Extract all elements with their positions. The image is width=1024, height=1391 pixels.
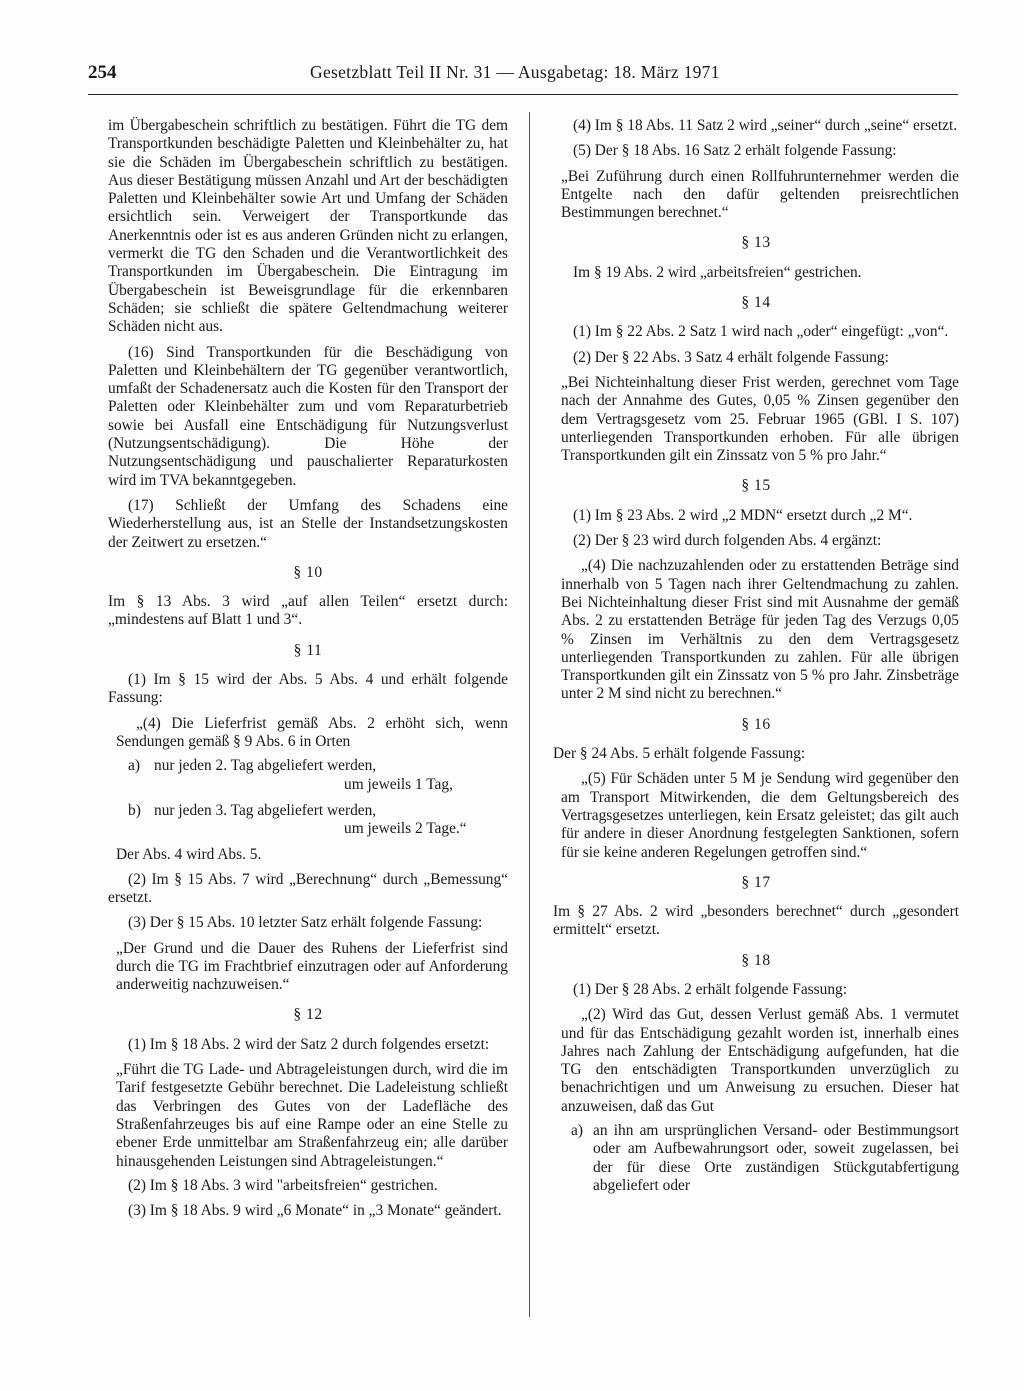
list-item bbox=[128, 802, 508, 839]
quoted-block bbox=[561, 557, 959, 703]
list-item-text bbox=[154, 757, 508, 794]
quoted-block bbox=[561, 374, 959, 465]
paragraph: (1) Im § 15 wird der Abs. 5 Abs. 4 und erhält folgende Fassung: bbox=[108, 671, 508, 707]
quoted-block bbox=[561, 168, 959, 223]
list-item-label: b) bbox=[128, 801, 141, 819]
list-item-label: a) bbox=[571, 1122, 583, 1140]
quoted-block bbox=[561, 770, 959, 861]
section-heading: § 14 bbox=[741, 294, 771, 312]
paragraph: (16) Sind Transportkunden für die Beschädigung von Paletten und Kleinbehältern der TG gegenüber verantwortlich, umfaßt der Schadenersatz auch die Kosten für den Transport der Paletten oder Kleinbehälter zum und vom Reparaturbetrieb sowie bei Ausfall eine Entschädigung für Nutzungsverlust (Nutzungsentschädigung). Die Höhe der Nutzungsentschädigung und pauschalierter Reparaturkosten wird im TVA bekanntgegeben. bbox=[108, 343, 508, 489]
list-item-line: um jeweils 2 Tage.“ bbox=[344, 820, 467, 838]
running-head: Gesetzblatt Teil II Nr. 31 — Ausgabetag: 18. März 1971 bbox=[310, 62, 720, 82]
list-item-line: nur jeden 2. Tag abgeliefert werden, bbox=[154, 757, 377, 775]
header-rule bbox=[88, 94, 958, 95]
paragraph: „Führt die TG Lade- und Abtrageleistungen durch, wird die im Tarif festgesetzte Gebühr berechnet. Die Ladeleistung schließt das Verbringen des Gutes von der Ladefläche des Straßenfahrzeuges bis auf eine Rampe oder an eine Stelle zu ebener Erde unmittelbar am Straßenfahrzeug ein; alle darüber hinausgehenden Leistungen sind Abtrageleistungen.“ bbox=[116, 1061, 508, 1170]
paragraph: „(4) Die nachzuzahlenden oder zu erstattenden Beträge sind innerhalb von 5 Tagen nach ihrer Geltendmachung zu zahlen. Bei Nichteinhaltung dieser Frist sind mit Ausnahme der gemäß Abs. 2 zu erstattenden Beträge für jeden Tag des Verzugs 0,05 % Zinsen im Verhältnis zu den dem Vertragsgesetz unterliegenden Transportkunden zu zahlen. Für alle übrigen Transportkunden gilt ein Zinssatz von 5 % pro Jahr. Zinsbeträge unter 2 M sind nicht zu berechnen.“ bbox=[561, 557, 959, 703]
paragraph: „Bei Nichteinhaltung dieser Frist werden, gerechnet vom Tage nach der Annahme des Gutes, 0,05 % Zinsen gegenüber den dem Vertragsgesetz vom 25. Februar 1965 (GBl. I S. 107) unterliegenden Transportkunden erhoben. Für alle übrigen Transportkunden gilt ein Zinssatz von 5 % pro Jahr.“ bbox=[561, 373, 959, 465]
paragraph: (1) Im § 23 Abs. 2 wird „2 MDN“ ersetzt durch „2 M“. bbox=[573, 506, 913, 524]
paragraph: „(4) Die Lieferfrist gemäß Abs. 2 erhöht sich, wenn Sendungen gemäß § 9 Abs. 6 in Orten bbox=[116, 714, 508, 750]
paragraph: (17) Schließt der Umfang des Schadens eine Wiederherstellung aus, ist an Stelle der Instandsetzungskosten der Zeitwert zu ersetzen.“ bbox=[108, 496, 508, 551]
paragraph: (4) Im § 18 Abs. 11 Satz 2 wird „seiner“ durch „seine“ ersetzt. bbox=[573, 117, 958, 134]
list-item-text bbox=[154, 802, 508, 839]
left-column bbox=[108, 115, 508, 1227]
list-item-label: a) bbox=[128, 757, 140, 775]
paragraph: Im § 27 Abs. 2 wird „besonders berechnet“ durch „gesondert ermittelt“ ersetzt. bbox=[553, 903, 959, 939]
list-item-line: nur jeden 3. Tag abgeliefert werden, bbox=[154, 801, 377, 819]
section-heading: § 15 bbox=[741, 477, 771, 495]
list-item-line: um jeweils 1 Tag, bbox=[344, 775, 453, 793]
paragraph: (3) Im § 18 Abs. 9 wird „6 Monate“ in „3 Monate“ geändert. bbox=[128, 1202, 502, 1220]
paragraph: (3) Der § 15 Abs. 10 letzter Satz erhält folgende Fassung: bbox=[128, 914, 483, 932]
paragraph: (2) Im § 18 Abs. 3 wird "arbeitsfreien“ gestrichen. bbox=[128, 1176, 438, 1194]
page-number: 254 bbox=[88, 62, 117, 83]
paragraph: (2) Im § 15 Abs. 7 wird „Berechnung“ durch „Bemessung“ ersetzt. bbox=[108, 870, 508, 906]
paragraph: (2) Der § 23 wird durch folgenden Abs. 4 ergänzt: bbox=[573, 532, 882, 550]
paragraph: im Übergabeschein schriftlich zu bestätigen. Führt die TG dem Transportkunden beschädigte Paletten und Kleinbehälter zu, hat sie die Schäden im Übergabeschein schriftlich zu bestätigen. Aus dieser Bestätigung müssen Anzahl und Art der beschädigten Paletten und Kleinbehälter sowie Art und Umfang der Schäden ersichtlich sein. Verweigert der Transportkunde das Anerkenntnis oder ist es aus anderen Gründen nicht zu erlangen, vermerkt die TG den Schaden und die Verantwortlichkeit des Transportkunden im Übergabeschein. Die Eintragung im Übergabeschein ist Beweisgrundlage für die erkennbaren Schäden; sie schließt die spätere Geltendmachung weiterer Schäden nicht aus. bbox=[108, 117, 508, 336]
paragraph: „Bei Zuführung durch einen Rollfuhrunternehmer werden die Entgelte nach den dafür geltenden preisrechtlichen Bestimmungen berechnet.“ bbox=[561, 167, 959, 222]
section-heading: § 13 bbox=[741, 234, 771, 252]
section-heading: § 16 bbox=[741, 715, 771, 733]
paragraph: Der § 24 Abs. 5 erhält folgende Fassung: bbox=[553, 745, 806, 763]
list-item-text: an ihn am ursprünglichen Versand- oder Bestimmungsort oder am Aufbewahrungsort oder, soweit zugelassen, bei der für diese Orte zuständigen Stückgutabfertigung abgeliefert oder bbox=[593, 1122, 959, 1194]
section-heading: § 10 bbox=[293, 563, 323, 581]
paragraph: (2) Der § 22 Abs. 3 Satz 4 erhält folgende Fassung: bbox=[573, 348, 889, 366]
paragraph: Im § 13 Abs. 3 wird „auf allen Teilen“ ersetzt durch: „mindestens auf Blatt 1 und 3“. bbox=[108, 593, 508, 629]
paragraph: „Der Grund und die Dauer des Ruhens der Lieferfrist sind durch die TG im Frachtbrief einzutragen oder auf Anforderung anderweitig nachzuweisen.“ bbox=[116, 939, 508, 994]
quoted-block bbox=[561, 1006, 959, 1195]
quoted-block bbox=[116, 940, 508, 995]
section-heading: § 12 bbox=[293, 1006, 323, 1024]
section-heading: § 17 bbox=[741, 873, 771, 891]
paragraph: „(5) Für Schäden unter 5 M je Sendung wird gegenüber den am Transport Mitwirkenden, die dem Geltungsbereich des Vertragsgesetzes unterliegen, kein Ersatz geleistet; das gilt auch für andere in dieser Anordnung festgelegten Sanktionen, sofern für sie keine anderen Regelungen getroffen sind.“ bbox=[561, 770, 959, 861]
quoted-block bbox=[116, 715, 508, 865]
column-divider bbox=[529, 112, 530, 1317]
list-item bbox=[571, 1122, 959, 1195]
page-header bbox=[88, 62, 958, 92]
paragraph: (1) Der § 28 Abs. 2 erhält folgende Fassung: bbox=[573, 980, 847, 998]
right-column bbox=[553, 115, 959, 1195]
list-item bbox=[128, 757, 508, 794]
section-heading: § 18 bbox=[741, 951, 771, 969]
paragraph: (1) Im § 18 Abs. 2 wird der Satz 2 durch folgendes ersetzt: bbox=[128, 1035, 490, 1053]
quoted-block bbox=[116, 1061, 508, 1171]
paragraph: (5) Der § 18 Abs. 16 Satz 2 erhält folgende Fassung: bbox=[573, 142, 897, 160]
paragraph: Der Abs. 4 wird Abs. 5. bbox=[116, 846, 262, 864]
paragraph: Im § 19 Abs. 2 wird „arbeitsfreien“ gestrichen. bbox=[573, 263, 862, 281]
section-heading: § 11 bbox=[293, 641, 323, 659]
paragraph: (1) Im § 22 Abs. 2 Satz 1 wird nach „oder“ eingefügt: „von“. bbox=[573, 323, 949, 341]
paragraph: „(2) Wird das Gut, dessen Verlust gemäß Abs. 1 vermutet und für das Entschädigung gezahlt worden ist, innerhalb eines Jahres nach Zahlung der Entschädigung aufgefunden, hat die TG den entschädigten Transportkunden unverzüglich zu benachrichtigen und um Anweisung zu ersuchen. Dieser hat anzuweisen, daß das Gut bbox=[561, 1006, 959, 1115]
